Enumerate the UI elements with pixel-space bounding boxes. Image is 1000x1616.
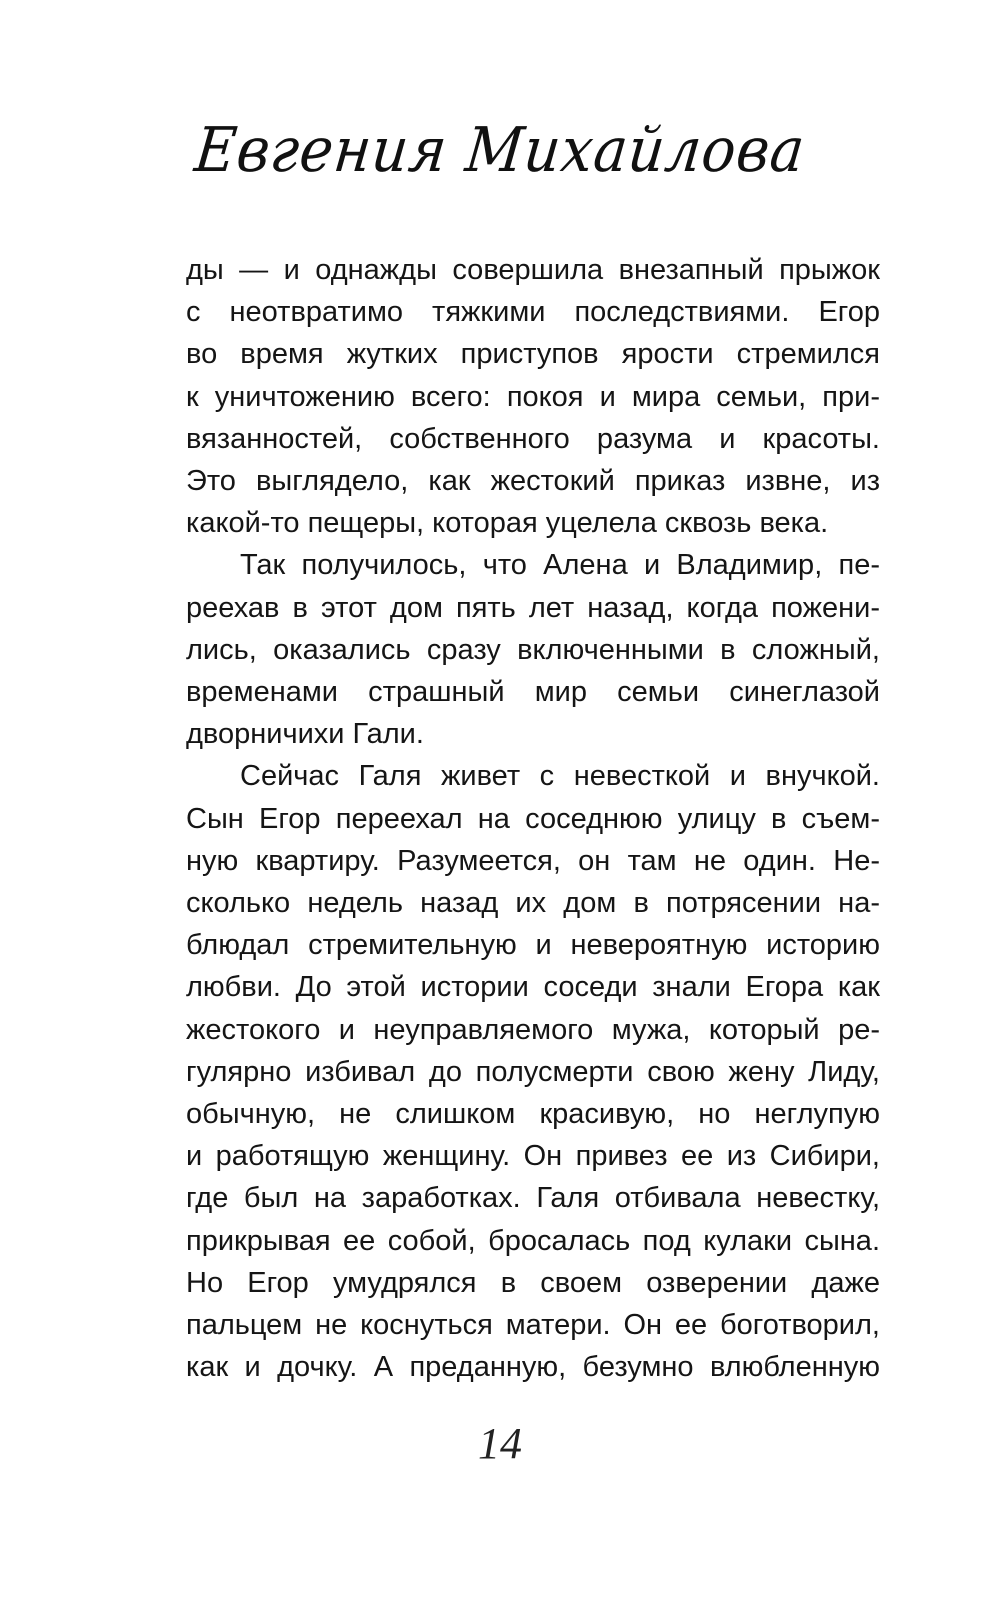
- text-line: Это выглядело, как жестокий приказ извне, из: [186, 465, 880, 498]
- text-line: Сейчас Галя живет с невесткой и внучкой.: [240, 760, 880, 793]
- text-line: реехав в этот дом пять лет назад, когда пожени-: [186, 591, 880, 624]
- text-line: дворничихи Гали.: [186, 718, 424, 751]
- text-line: временами страшный мир семьи синеглазой: [186, 676, 880, 709]
- body-text: [186, 249, 880, 1388]
- text-line: пальцем не коснуться матери. Он ее боготворил,: [186, 1309, 880, 1342]
- text-line: ды — и однажды совершила внезапный прыжок: [186, 254, 880, 286]
- page-number: 14: [478, 1419, 522, 1468]
- text-line: гулярно избивал до полусмерти свою жену Лиду,: [186, 1055, 880, 1088]
- text-line: с неотвратимо тяжкими последствиями. Егор: [186, 296, 880, 329]
- text-line: Так получилось, что Алена и Владимир, пе-: [240, 549, 880, 582]
- text-line: блюдал стремительную и невероятную историю: [186, 929, 880, 962]
- text-line: обычную, не слишком красивую, но неглупую: [186, 1098, 880, 1131]
- author-name-header: Евгения Михайлова: [191, 114, 809, 187]
- text-line: во время жутких приступов ярости стремился: [186, 338, 880, 371]
- text-line: жестокого и неуправляемого мужа, который ре-: [186, 1013, 880, 1046]
- text-line: и работящую женщину. Он привез ее из Сибири,: [186, 1140, 880, 1173]
- text-line: ную квартиру. Разумеется, он там не один. Не-: [186, 844, 880, 877]
- text-line: лись, оказались сразу включенными в сложный,: [186, 633, 880, 666]
- text-line: прикрывая ее собой, бросалась под кулаки сына.: [186, 1224, 880, 1257]
- text-line: любви. До этой истории соседи знали Егора как: [186, 971, 880, 1004]
- text-line: Но Егор умудрялся в своем озверении даже: [186, 1266, 880, 1299]
- text-line: сколько недель назад их дом в потрясении на-: [186, 887, 880, 920]
- text-line: какой-то пещеры, которая уцелела сквозь века.: [186, 507, 829, 540]
- text-line: где был на заработках. Галя отбивала невестку,: [186, 1182, 880, 1215]
- text-line: как и дочку. А преданную, безумно влюбленную: [186, 1351, 880, 1384]
- text-line: вязанностей, собственного разума и красоты.: [186, 422, 880, 455]
- text-line: к уничтожению всего: покоя и мира семьи, при-: [186, 380, 880, 413]
- text-line: Сын Егор переехал на соседнюю улицу в съем-: [186, 802, 880, 835]
